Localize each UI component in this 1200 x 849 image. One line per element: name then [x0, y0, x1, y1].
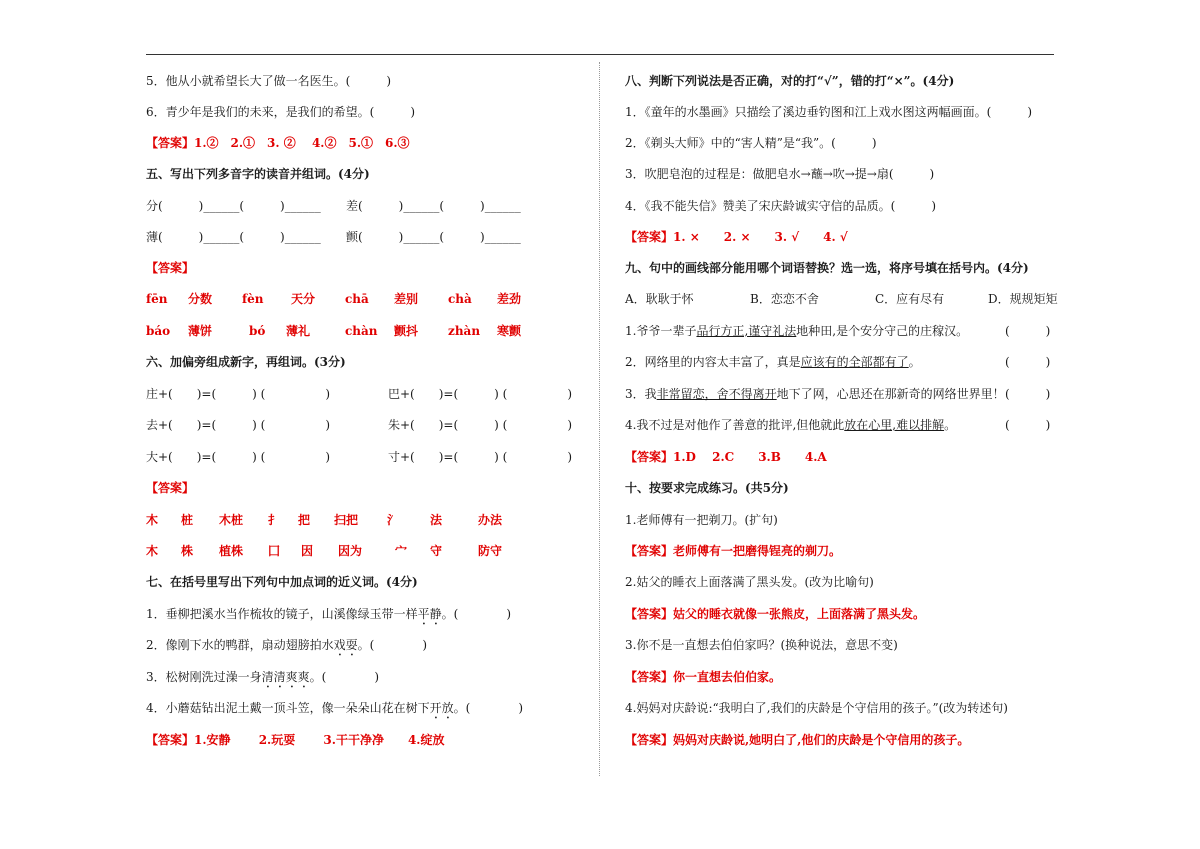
sec5-ans: 颤抖 — [394, 324, 419, 338]
sec10-question-2: 2.姑父的睡衣上面落满了黑头发。(改为比喻句) — [625, 575, 874, 589]
sec9-question-2: 2．网络里的内容太丰富了，真是应该有的全部都有了。 — [625, 355, 921, 369]
sec10-answer-4: 【答案】妈妈对庆龄说,她明白了,他们的庆龄是个守信用的孩子。 — [625, 733, 970, 747]
sec5-ans: zhàn — [448, 324, 481, 338]
sec6-ans: 氵 — [387, 513, 400, 527]
sec5-ans: 差别 — [394, 292, 419, 306]
sec6-ans: 法 — [430, 513, 443, 527]
sec5-row1-b: 差( )______( )______ — [346, 199, 521, 213]
sec5-ans: 差劲 — [497, 292, 522, 306]
sec10-answer-1: 【答案】老师傅有一把磨得锃亮的剃刀。 — [625, 544, 842, 558]
sec6-row: 去+( )=( ) ( ) — [146, 418, 331, 432]
sec6-ans: 防守 — [478, 544, 503, 558]
sec5-row1-a: 分( )______( )______ — [146, 199, 321, 213]
sec5-ans: 寒颤 — [497, 324, 522, 338]
sec8-answer: 【答案】1. × 2. × 3. √ 4. √ — [625, 230, 848, 244]
sec9-option-a: A．耿耿于怀 — [625, 292, 694, 306]
sec6-ans: 办法 — [478, 513, 503, 527]
section-8-title: 八、判断下列说法是否正确，对的打“√”，错的打“×”。(4分) — [625, 74, 955, 88]
section-6-title: 六、加偏旁组成新字，再组词。(3分) — [146, 355, 346, 369]
sec6-row: 寸+( )=( ) ( ) — [388, 450, 573, 464]
sec6-ans: 桩 — [181, 513, 194, 527]
sec6-row: 大+( )=( ) ( ) — [146, 450, 331, 464]
sec5-row2-a: 薄( )______( )______ — [146, 230, 321, 244]
sec9-option-c: C．应有尽有 — [875, 292, 945, 306]
sec9-answer: 【答案】1.D 2.C 3.B 4.A — [625, 450, 827, 464]
sec6-answer-label: 【答案】 — [146, 481, 195, 495]
sec6-ans: 扫把 — [334, 513, 359, 527]
sec5-row2-b: 颤( )______( )______ — [346, 230, 521, 244]
sec5-ans: chā — [345, 292, 369, 306]
sec9-question-1: 1.爷爷一辈子品行方正,谨守礼法地种田,是个安分守己的庄稼汉。 — [625, 324, 969, 338]
sec10-question-3: 3.你不是一直想去伯伯家吗？(换种说法，意思不变) — [625, 638, 898, 652]
sec5-ans: báo — [146, 324, 171, 338]
sec6-ans: 扌 — [268, 513, 281, 527]
sec6-ans: 把 — [298, 513, 311, 527]
sec6-ans: 木 — [146, 544, 159, 558]
sec9-answer-paren: ( ) — [1005, 418, 1051, 432]
sec8-question-1: 1．《童年的水墨画》只描绘了溪边垂钓图和江上戏水图这两幅画面。( ) — [625, 105, 1033, 119]
section-9-title: 九、句中的画线部分能用哪个词语替换？选一选，将序号填在括号内。(4分) — [625, 261, 1029, 275]
sec9-option-b: B．恋恋不舍 — [750, 292, 819, 306]
sec10-question-4: 4.妈妈对庆龄说:“我明白了,我们的庆龄是个守信用的孩子。”(改为转述句) — [625, 701, 1008, 715]
sec6-ans: 囗 — [268, 544, 281, 558]
sec9-question-3: 3．我非常留恋，舍不得离开地下了网，心思还在那新奇的网络世界里！ — [625, 387, 1005, 401]
section-7-title: 七、在括号里写出下列句中加点词的近义词。(4分) — [146, 575, 418, 589]
sec5-ans: chàn — [345, 324, 378, 338]
sec5-ans: 薄饼 — [188, 324, 213, 338]
sec6-ans: 宀 — [395, 544, 408, 558]
section-5-title: 五、写出下列多音字的读音并组词。(4分) — [146, 167, 370, 181]
sec6-ans: 植株 — [219, 544, 244, 558]
sec7-question-1: 1．垂柳把溪水当作梳妆的镜子，山溪像绿玉带一样平静。( ) — [146, 607, 512, 621]
sec9-option-d: D．规规矩矩 — [988, 292, 1058, 306]
sec9-answer-paren: ( ) — [1005, 324, 1051, 338]
question-4-6: 6．青少年是我们的未来，是我们的希望。( ) — [146, 105, 415, 119]
sec5-ans: fēn — [146, 292, 168, 306]
answer-section-4: 【答案】1.② 2.① 3. ② 4.② 5.① 6.③ — [146, 136, 410, 150]
sec9-question-4: 4.我不过是对他作了善意的批评,但他就此放在心里,难以排解。 — [625, 418, 957, 432]
question-4-5: 5．他从小就希望长大了做一名医生。( ) — [146, 74, 391, 88]
sec7-question-3: 3．松树刚洗过澡一身清清爽爽。( ) — [146, 670, 380, 684]
section-10-title: 十、按要求完成练习。(共5分) — [625, 481, 789, 495]
sec8-question-4: 4．《我不能失信》赞美了宋庆龄诚实守信的品质。( ) — [625, 199, 937, 213]
sec6-row: 朱+( )=( ) ( ) — [388, 418, 573, 432]
sec6-row: 巴+( )=( ) ( ) — [388, 387, 573, 401]
sec5-answer-label: 【答案】 — [146, 261, 195, 275]
sec6-ans: 因为 — [338, 544, 363, 558]
sec6-ans: 因 — [301, 544, 314, 558]
sec5-ans: chà — [448, 292, 472, 306]
sec9-answer-paren: ( ) — [1005, 387, 1051, 401]
sec5-ans: 天分 — [291, 292, 316, 306]
sec6-row: 庄+( )=( ) ( ) — [146, 387, 331, 401]
top-rule — [146, 54, 1054, 55]
sec7-answer: 【答案】1.安静 2.玩耍 3.干干净净 4.绽放 — [146, 733, 445, 747]
sec10-question-1: 1.老师傅有一把剃刀。(扩句) — [625, 513, 778, 527]
sec8-question-2: 2．《剃头大师》中的“害人精”是“我”。( ) — [625, 136, 877, 150]
sec5-ans: bó — [249, 324, 266, 338]
sec5-ans: 薄礼 — [286, 324, 311, 338]
sec8-question-3: 3．吹肥皂泡的过程是：做肥皂水→蘸→吹→提→扇( ) — [625, 167, 935, 181]
sec10-answer-2: 【答案】姑父的睡衣就像一张熊皮，上面落满了黑头发。 — [625, 607, 926, 621]
sec6-ans: 株 — [181, 544, 194, 558]
sec6-ans: 守 — [430, 544, 443, 558]
sec6-ans: 木桩 — [219, 513, 244, 527]
sec6-ans: 木 — [146, 513, 159, 527]
sec9-answer-paren: ( ) — [1005, 355, 1051, 369]
column-divider — [599, 62, 600, 776]
sec5-ans: 分数 — [188, 292, 213, 306]
sec5-ans: fèn — [242, 292, 264, 306]
sec10-answer-3: 【答案】你一直想去伯伯家。 — [625, 670, 782, 684]
sec7-question-4: 4．小蘑菇钻出泥土戴一顶斗笠，像一朵朵山花在树下开放。( ) — [146, 701, 524, 715]
sec7-question-2: 2．像刚下水的鸭群，扇动翅膀拍水戏耍。( ) — [146, 638, 428, 652]
